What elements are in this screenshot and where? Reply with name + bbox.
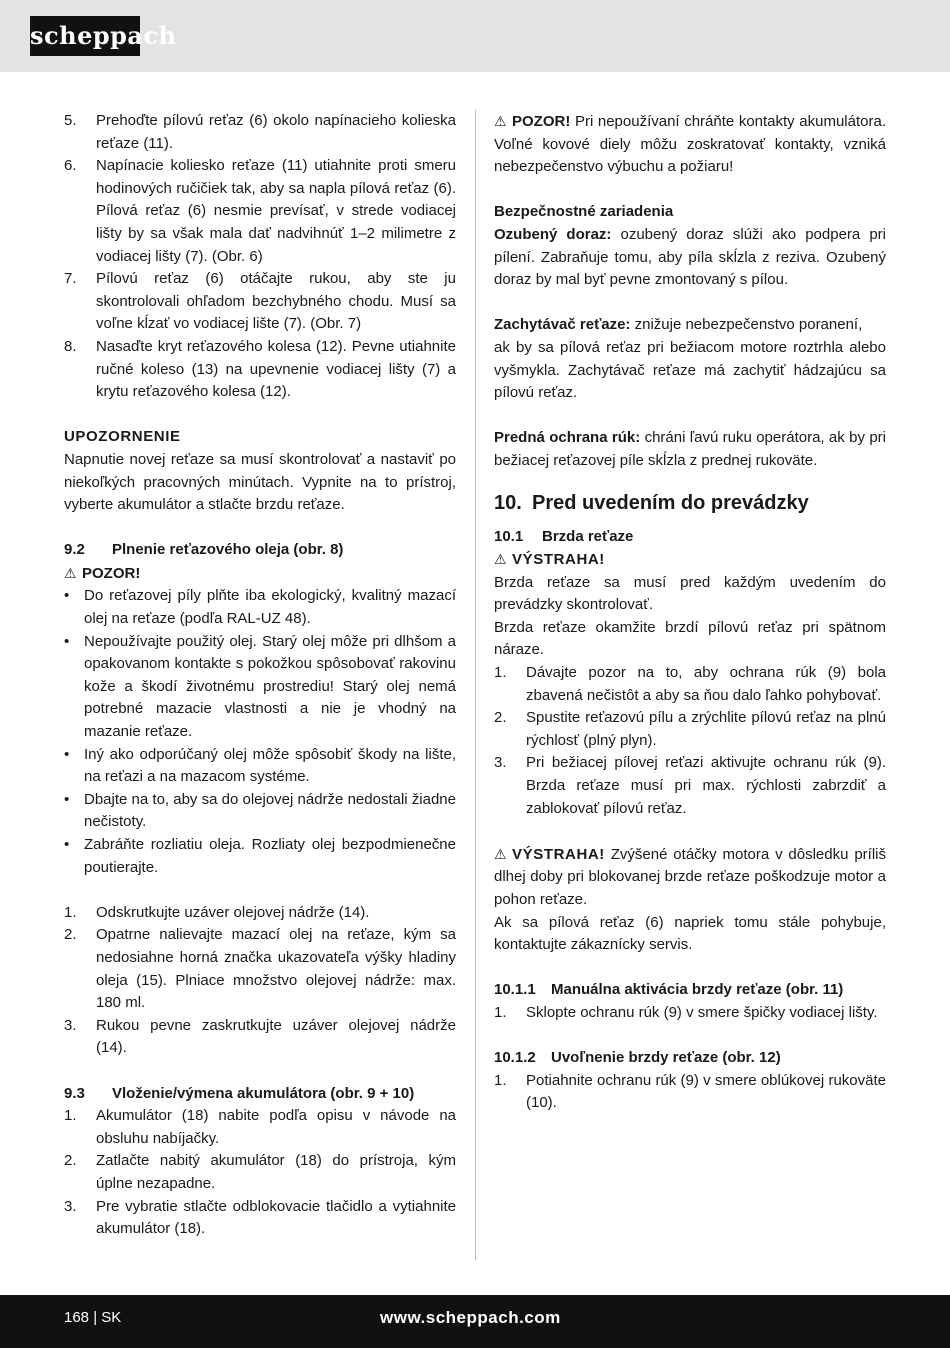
list-item: 6. Napínacie koliesko reťaze (11) utiahnite proti smeru hodinových ručičiek tak, aby sa napla pílová reťaz (6). Pílová reťaz (6) nesmie prevísať, v strede vodiacej lišty by sa však mala dať nadvihnúť 1–2 milimetre z vodiacej lišty (7). (Obr. 6)	[64, 157, 456, 265]
right-column	[494, 110, 886, 1115]
list-item: 7. Pílovú reťaz (6) otáčajte rukou, aby ste ju skontrolovali ohľadom bezchybného chodu. Musí sa voľne kĺzať vo vodiacej lište (7). (Obr. 7)	[64, 270, 456, 333]
steps-list-a	[64, 110, 456, 404]
section-heading-9-3: 9.3 Vloženie/výmena akumulátora (obr. 9 + 10)	[64, 1084, 415, 1102]
list-item: 3. Pri bežiacej pílovej reťazi aktivujte ochranu rúk (9). Brzda reťaze musí pri max. rýchlosti zabrzdiť a zablokovať pílovú reťaz.	[494, 754, 886, 817]
brake-text-1: Brzda reťaze sa musí pred každým uvedením do prevádzky skontrolovať.	[494, 573, 886, 614]
bullet-icon: •	[64, 745, 70, 763]
section-heading-10-1-2: 10.1.2 Uvoľnenie brzdy reťaze (obr. 12)	[494, 1049, 781, 1067]
list-item: • Do reťazovej píly plňte iba ekologický, kvalitný mazací olej na reťaze (podľa RAL-UZ 48).	[64, 585, 456, 630]
brake-text-2: Brzda reťaze okamžite brzdí pílovú reťaz pri spätnom náraze.	[494, 618, 886, 659]
bullet-icon: •	[64, 836, 70, 853]
toothed-stop-paragraph: Ozubený doraz: ozubený doraz slúži ako podpera pri pílení. Zabraňuje tomu, aby píla skĺzla z reziva. Ozubený doraz by mal byť pevne zmontovaný s pílou.	[494, 225, 886, 289]
warning-paragraph: ⚠ VÝSTRAHA! Zvýšené otáčky motora v dôsledku príliš dlhej doby pri blokovanej brzde reťaze poškodzuje motor a pohon reťaze.	[494, 843, 886, 912]
list-item: • Dbajte na to, aby sa do olejovej nádrže nedostali žiadne nečistoty.	[64, 789, 456, 834]
list-item: 8. Nasaďte kryt reťazového kolesa (12). Pevne utiahnite ručné koleso (13) na upevnenie vodiacej lišty (7) a krytu reťazového kolesa (12).	[64, 337, 456, 401]
scheppach-logo: scheppach	[30, 16, 140, 56]
list-item: • Zabráňte rozliatiu oleja. Rozliaty olej bezpodmienečne poutierajte.	[64, 834, 456, 879]
header-bar	[0, 0, 950, 72]
steps-list-d	[494, 662, 886, 820]
list-item: 2. Spustite reťazovú pílu a zrýchlite pílovú reťaz na plnú rýchlosť (plný plyn).	[494, 709, 886, 749]
warning-triangle-icon: ⚠	[494, 845, 507, 862]
chain-catcher-paragraph: Zachytávač reťaze: znižuje nebezpečenstvo poranení,	[494, 316, 863, 334]
footer-bar	[0, 1295, 950, 1348]
list-item: • Iný ako odporúčaný olej môže spôsobiť škody na lište, na reťazi a na mazacom systéme.	[64, 744, 456, 789]
section-heading-9-2: 9.2 Plnenie reťazového oleja (obr. 8)	[64, 541, 344, 559]
warning-triangle-icon: ⚠	[64, 564, 77, 581]
caution-paragraph: ⚠ POZOR! Pri nepoužívaní chráňte kontakty akumulátora. Voľné kovové diely môžu zoskratovať kontakty, vzniká nebezpečenstvo výbuchu a požiaru!	[494, 110, 886, 179]
section-heading-10-1-1: 10.1.1 Manuálna aktivácia brzdy reťaze (obr. 11)	[494, 981, 844, 999]
steps-list-f	[494, 1070, 886, 1115]
warning-paragraph-2: Ak sa pílová reťaz (6) napriek tomu stále pohybuje, kontaktujte zákaznícky servis.	[494, 913, 886, 954]
list-item: 2. Zatlačte nabitý akumulátor (18) do prístroja, kým úplne nezapadne.	[64, 1152, 456, 1192]
caution-heading: ⚠ POZOR!	[64, 562, 456, 586]
bullet-icon: •	[64, 790, 70, 808]
steps-list-c	[64, 1105, 456, 1241]
chain-catcher-paragraph-2: ak by sa pílová reťaz pri bežiacom motore roztrhla alebo vyšmykla. Zachytávač reťaze má zachytiť hádzajúcu sa pílovú reťaz.	[494, 338, 886, 402]
list-item: 2. Opatrne nalievajte mazací olej na reťaze, kým sa nedosiahne horná značka ukazovateľa výšky hladiny oleja (15). Plniace množstvo olejovej nádrže: max. 180 ml.	[64, 926, 456, 1012]
list-item: 5. Prehoďte pílovú reťaz (6) okolo napínacieho kolieska reťaze (11).	[64, 112, 456, 152]
safety-devices-title: Bezpečnostné zariadenia	[494, 203, 674, 221]
warning-triangle-icon: ⚠	[494, 551, 508, 568]
list-item: 1. Dávajte pozor na to, aby ochrana rúk (9) bola zbavená nečistôt a aby sa ňou dalo ľahko pohybovať.	[494, 664, 886, 704]
hand-guard-paragraph: Predná ochrana rúk: chráni ľavú ruku operátora, ak by pri bežiacej reťazovej píle skĺzla z prednej rukoväte.	[494, 429, 886, 469]
list-item: 1. Potiahnite ochranu rúk (9) v smere oblúkovej rukoväte (10).	[494, 1071, 886, 1112]
website-url: www.scheppach.com	[380, 1308, 561, 1327]
bullet-icon: •	[64, 587, 70, 605]
steps-list-e	[494, 1002, 886, 1025]
left-column	[64, 110, 456, 1241]
list-item: 1. Akumulátor (18) nabite podľa opisu v návode na obsluhu nabíjačky.	[64, 1107, 456, 1147]
page-number: 168 | SK	[64, 1309, 122, 1326]
warning-triangle-icon: ⚠	[494, 113, 507, 129]
bullet-list	[64, 585, 456, 879]
list-item: 3. Rukou pevne zaskrutkujte uzáver olejovej nádrže (14).	[64, 1016, 456, 1057]
steps-list-b	[64, 902, 456, 1060]
bullet-icon: •	[64, 632, 70, 650]
column-divider	[475, 110, 476, 1260]
list-item: 3. Pre vybratie stlačte odblokovacie tlačidlo a vytiahnite akumulátor (18).	[64, 1197, 456, 1238]
section-heading-10-1: 10.1 Brzda reťaze	[494, 527, 634, 545]
notice-title: UPOZORNENIE	[64, 428, 181, 446]
list-item: 1. Sklopte ochranu rúk (9) v smere špičky vodiacej lišty.	[494, 1003, 878, 1021]
warning-heading: ⚠ VÝSTRAHA!	[494, 548, 886, 572]
section-heading-10: 10. Pred uvedením do prevádzky	[494, 491, 809, 514]
list-item: • Nepoužívajte použitý olej. Starý olej môže pri dlhšom a opakovanom kontakte s pokožkou spôsobovať rakovinu kože a škodí životnému prostrediu! Starý olej nemá potrebné mazacie vlastnosti a nie je vhodný na mazanie reťaze.	[64, 631, 456, 744]
notice-text: Napnutie novej reťaze sa musí skontrolovať a nastaviť po niekoľkých pracovných minútach. Vypnite na to prístroj, vyberte akumulátor a stlačte brzdu reťaze.	[64, 450, 456, 514]
list-item: 1. Odskrutkujte uzáver olejovej nádrže (14).	[64, 903, 370, 921]
